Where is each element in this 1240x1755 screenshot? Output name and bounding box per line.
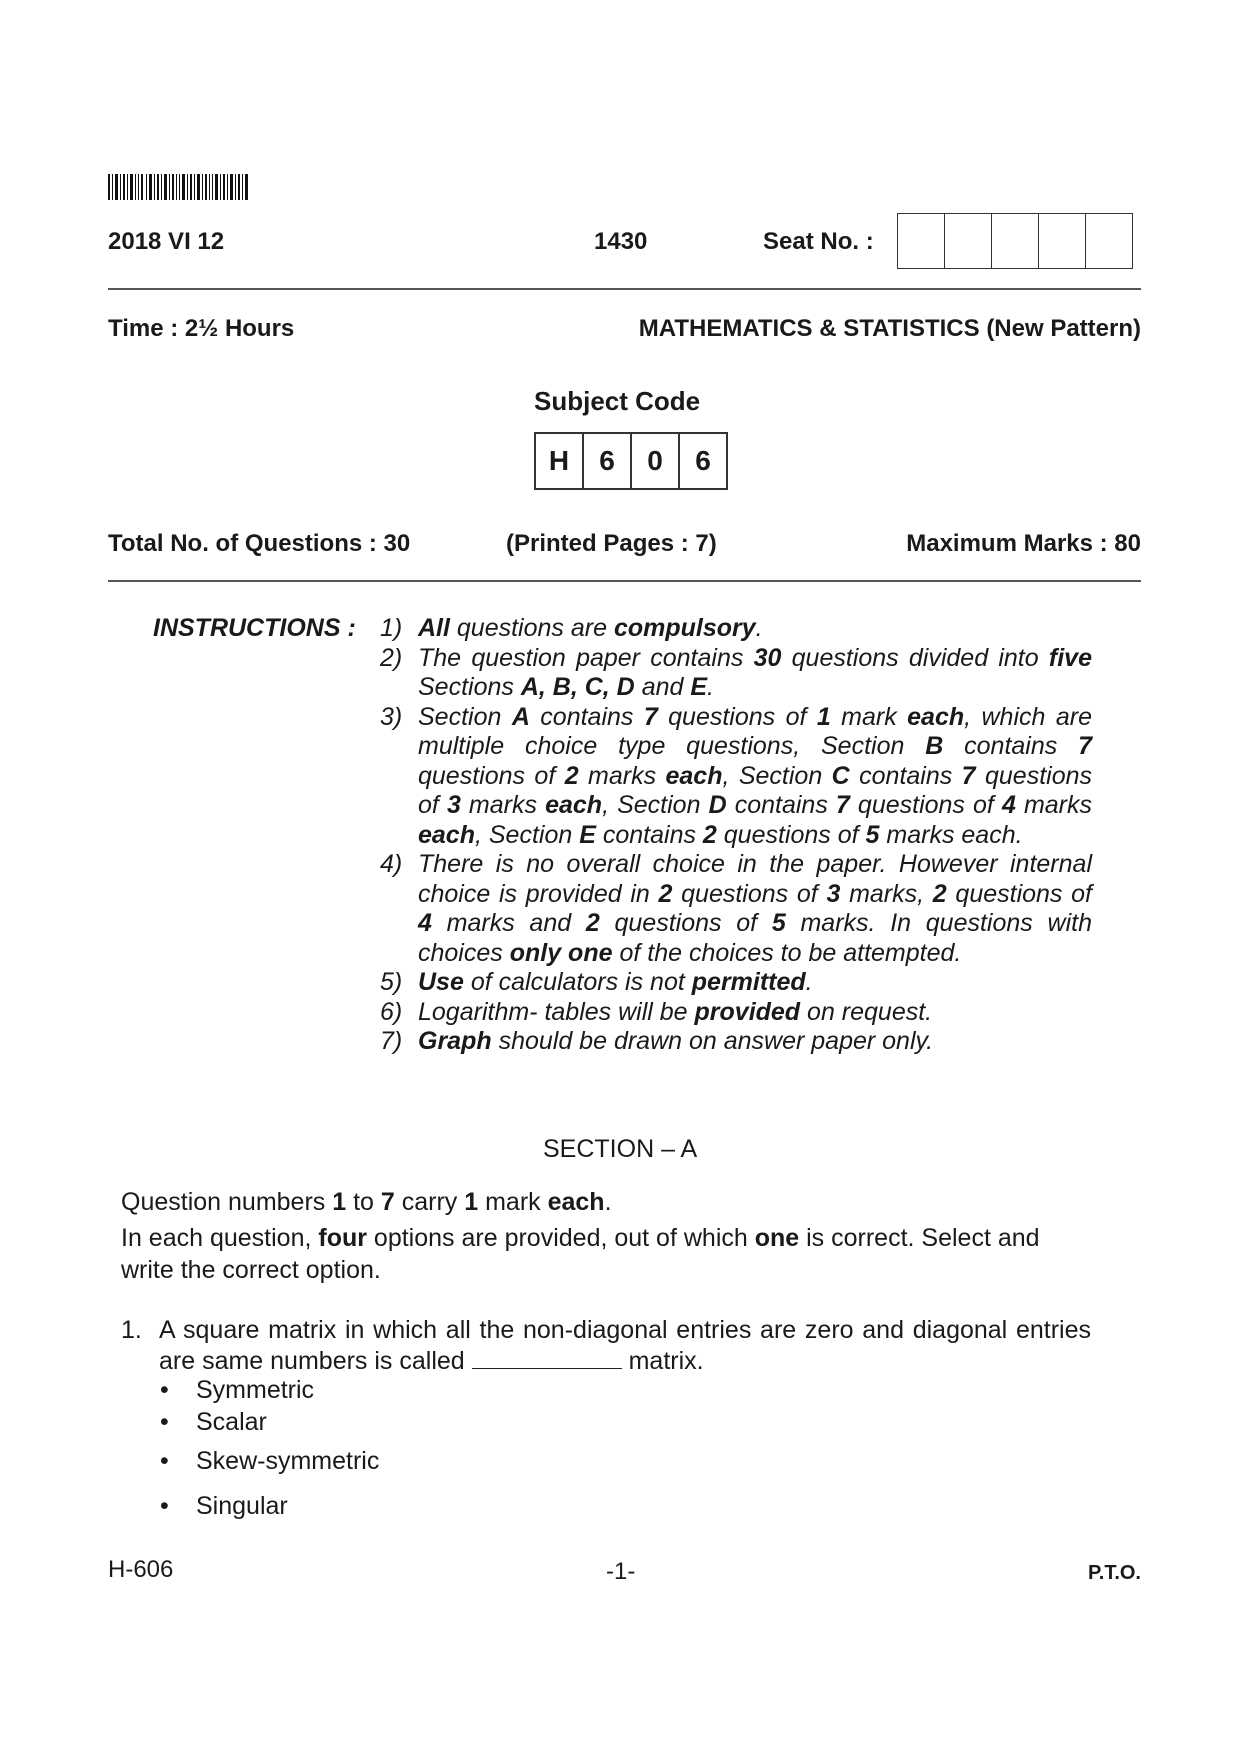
option-label: Singular: [196, 1492, 288, 1520]
exam-time: Time : 2½ Hours: [108, 315, 295, 342]
instruction-text: Use of calculators is not permitted.: [418, 968, 813, 996]
instruction-text: Logarithm- tables will be provided on request.: [418, 997, 933, 1026]
instruction-text: There is no overall choice in the paper. However internal choice is provided in 2 questions of 3 marks, 2 questions of 4 marks and 2 questions of 5 marks. In questions with choices only one of the choices to be attempted.: [418, 850, 1092, 967]
bullet-icon: •: [160, 1447, 169, 1475]
question-1: [121, 1315, 1091, 1377]
barcode: [108, 174, 248, 200]
subject-code-char: 0: [632, 434, 680, 488]
question-number: 1.: [121, 1316, 142, 1344]
section-title: SECTION – A: [543, 1135, 698, 1163]
divider: [108, 580, 1141, 582]
seat-box[interactable]: [992, 214, 1039, 268]
seat-box[interactable]: [945, 214, 992, 268]
seat-number-boxes[interactable]: [897, 213, 1133, 269]
instruction-item: [380, 644, 1092, 703]
answer-blank: [472, 1350, 622, 1369]
instruction-number: 1): [380, 614, 403, 642]
bullet-icon: •: [160, 1492, 169, 1520]
option-item: [160, 1447, 379, 1476]
subject-title: MATHEMATICS & STATISTICS (New Pattern): [638, 315, 1141, 342]
please-turn-over: P.T.O.: [1088, 1562, 1141, 1584]
instruction-text: Section A contains 7 questions of 1 mark each, which are multiple choice type questions, Section B contains 7 questions of 2 marks each, Section C contains 7 questions of 3 marks each, Section D contains 7 questions of 4 marks each, Section E contains 2 questions of 5 marks each.: [418, 702, 1093, 849]
option-item: [160, 1492, 288, 1521]
bullet-icon: •: [160, 1376, 169, 1404]
subject-code-char: H: [536, 434, 584, 488]
instructions-list: [380, 614, 1092, 1057]
printed-pages: (Printed Pages : 7): [506, 530, 717, 557]
instruction-number: 7): [380, 1027, 403, 1055]
option-label: Scalar: [196, 1408, 267, 1436]
paper-number: 1430: [594, 228, 648, 255]
instruction-number: 6): [380, 997, 403, 1026]
seat-number-label: Seat No. :: [763, 228, 874, 255]
question-text: A square matrix in which all the non-diagonal entries are zero and diagonal entries are same numbers is called: [159, 1316, 1091, 1375]
option-item: [160, 1376, 314, 1405]
instruction-text: The question paper contains 30 questions divided into five Sections A, B, C, D and E.: [418, 643, 1092, 701]
seat-box[interactable]: [1039, 214, 1086, 268]
question-text-end: matrix.: [628, 1347, 704, 1375]
seat-box[interactable]: [898, 214, 945, 268]
divider: [108, 288, 1141, 290]
instruction-item: [380, 703, 1092, 851]
subject-code-label: Subject Code: [534, 386, 701, 416]
instruction-number: 2): [380, 643, 403, 672]
instruction-number: 5): [380, 968, 403, 996]
option-item: [160, 1408, 267, 1437]
exam-code: 2018 VI 12: [108, 228, 225, 255]
instruction-text: All questions are compulsory.: [418, 614, 763, 642]
instruction-text: Graph should be drawn on answer paper only.: [418, 1027, 934, 1055]
subject-code-char: 6: [584, 434, 632, 488]
instruction-item: [380, 1027, 1092, 1057]
maximum-marks: Maximum Marks : 80: [906, 530, 1141, 557]
instruction-item: [380, 968, 1092, 998]
subject-code-char: 6: [695, 445, 711, 476]
option-label: Symmetric: [196, 1376, 315, 1404]
instruction-number: 3): [380, 702, 403, 731]
bullet-icon: •: [160, 1408, 169, 1436]
instructions-label: INSTRUCTIONS :: [153, 614, 356, 642]
page-number: -1-: [606, 1558, 636, 1585]
subject-code-boxes: [534, 432, 728, 490]
seat-box[interactable]: [1086, 214, 1132, 268]
instruction-number: 4): [380, 850, 403, 878]
total-questions: Total No. of Questions : 30: [108, 530, 411, 557]
instruction-item: [380, 614, 1092, 644]
section-note-marks: Question numbers 1 to 7 carry 1 mark each.: [121, 1188, 612, 1216]
section-note-options: In each question, four options are provided, out of which one is correct. Select and write the correct option.: [121, 1224, 1040, 1284]
footer-paper-code: H-606: [108, 1556, 174, 1583]
instruction-item: [380, 850, 1092, 968]
instruction-item: [380, 998, 1092, 1028]
option-label: Skew-symmetric: [196, 1447, 380, 1475]
